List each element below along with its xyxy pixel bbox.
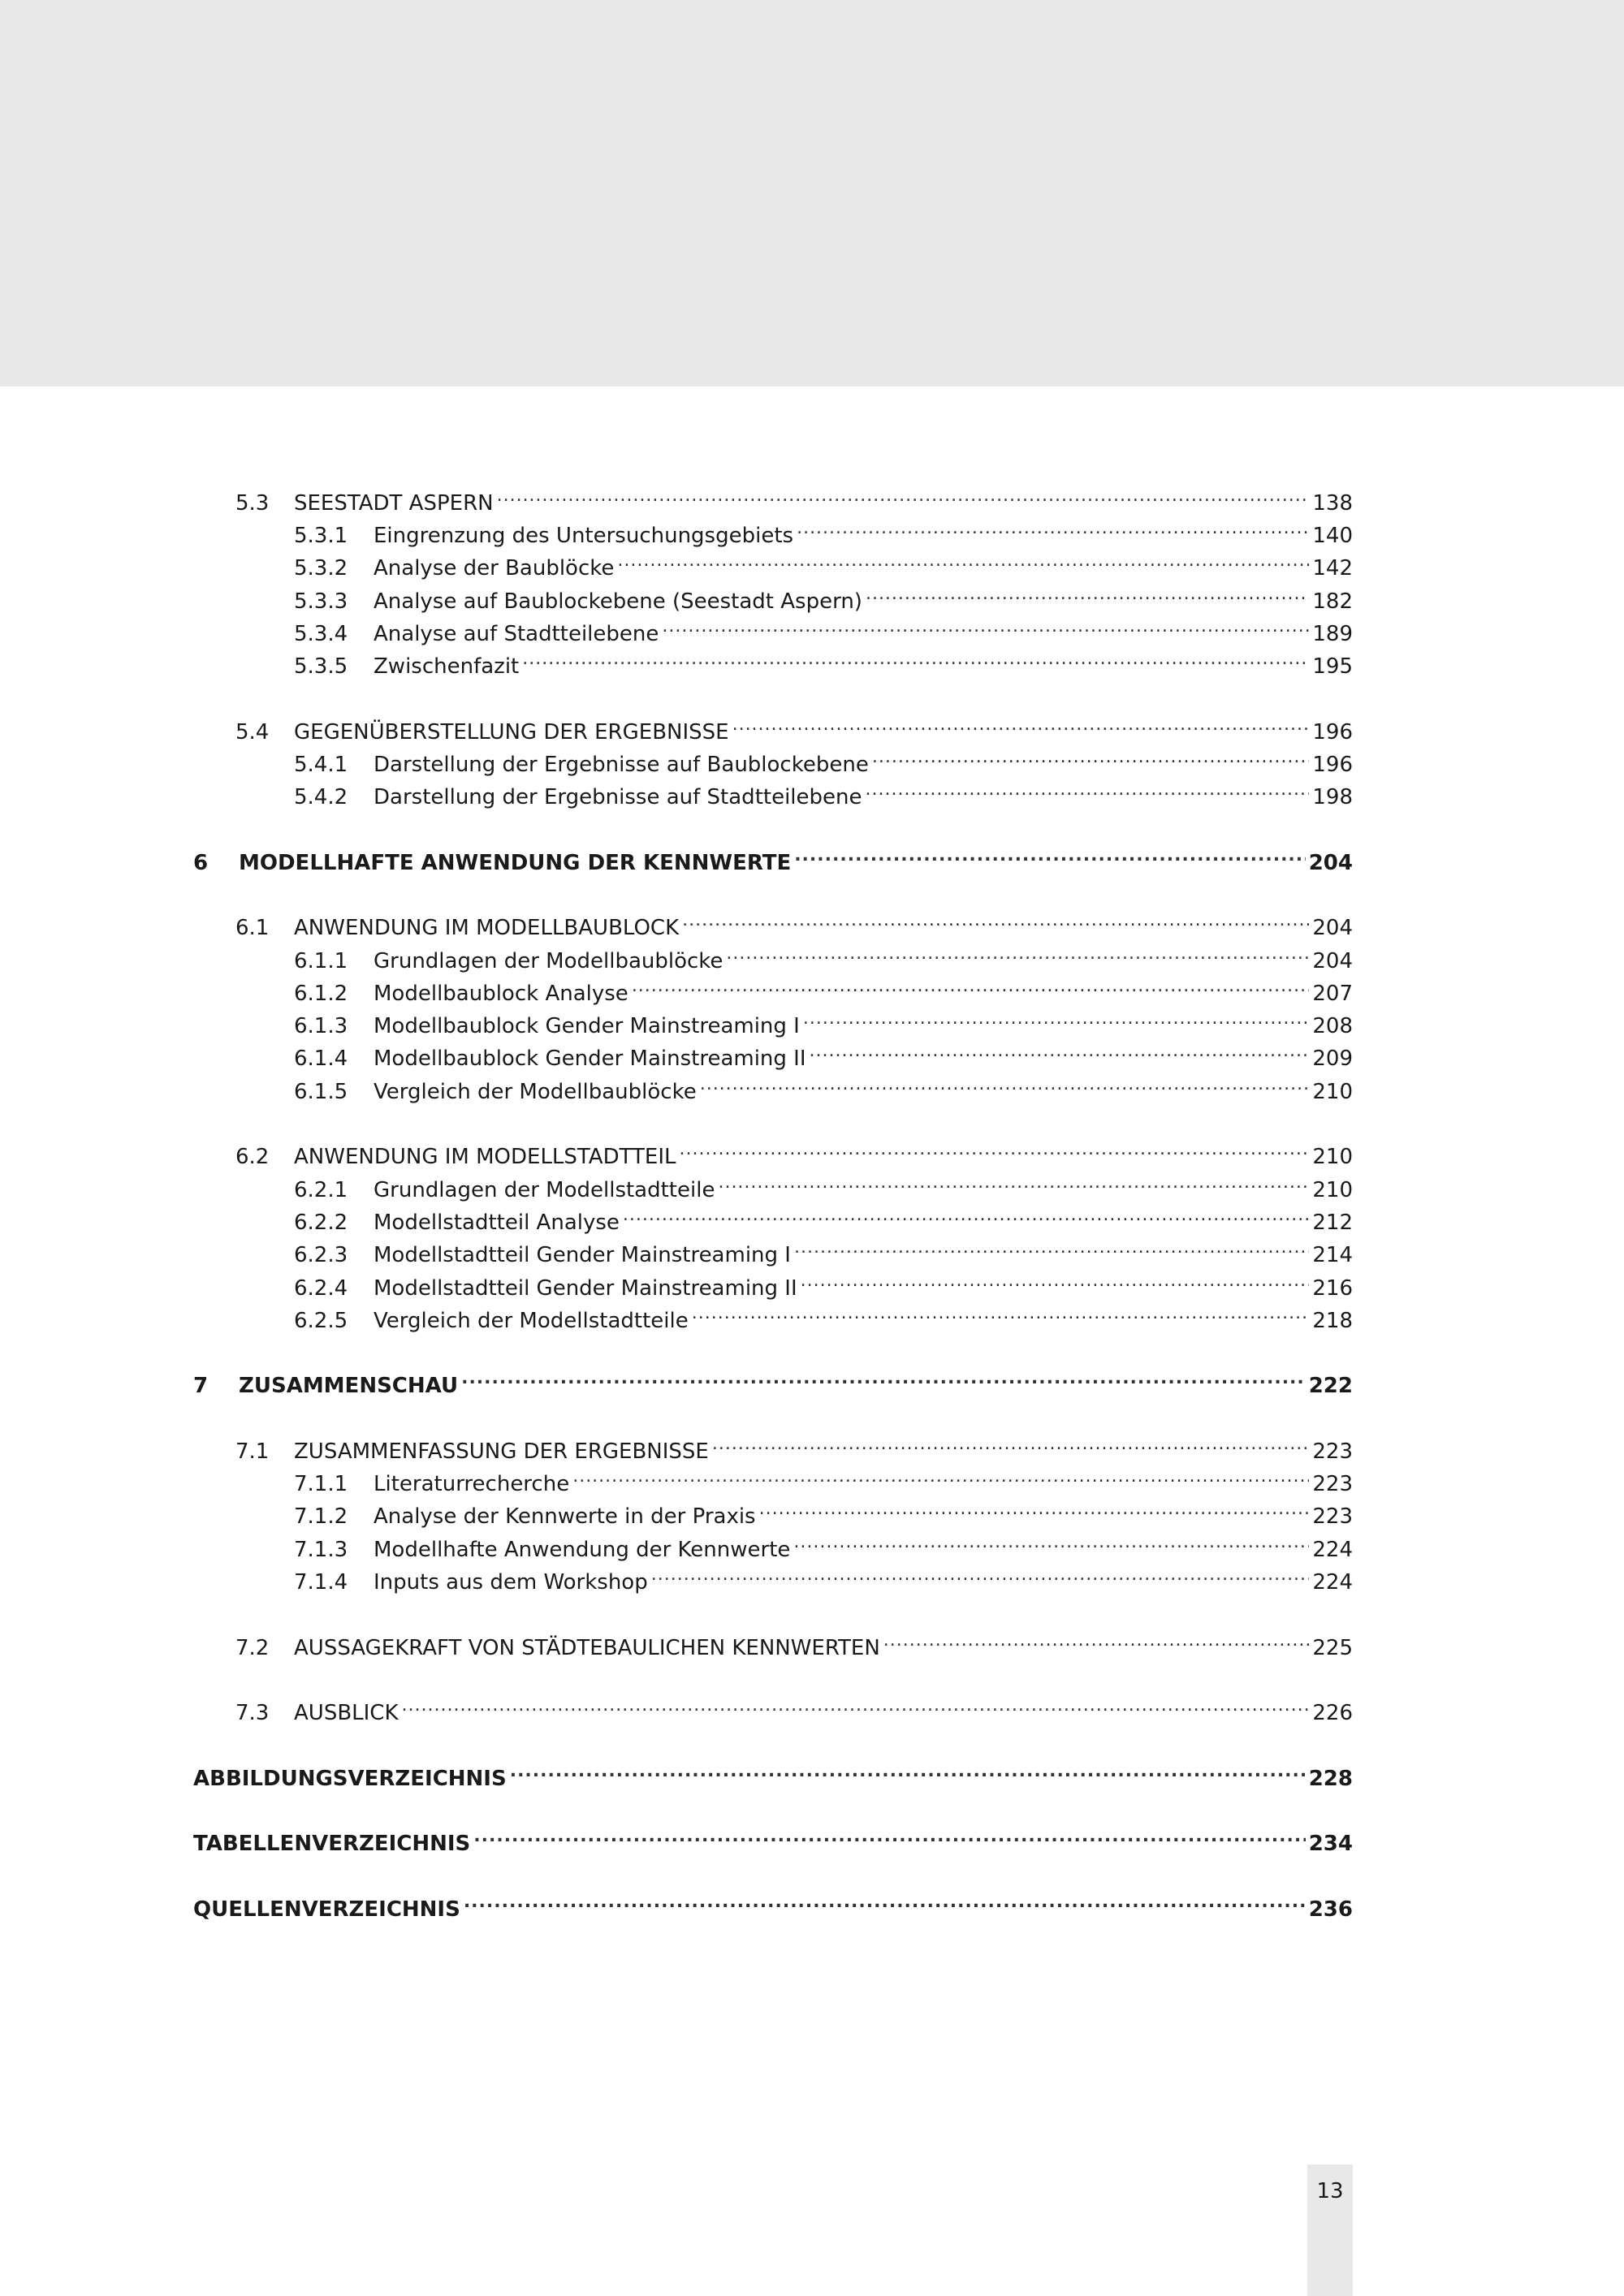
toc-number: 7.1.3 bbox=[294, 1538, 348, 1562]
toc-page: 140 bbox=[1312, 524, 1353, 548]
toc-page: 216 bbox=[1312, 1276, 1353, 1301]
toc-page: 196 bbox=[1312, 753, 1353, 777]
toc-number: 6.2.3 bbox=[294, 1243, 348, 1267]
toc-entry[interactable] bbox=[294, 641, 1353, 679]
toc-entry[interactable] bbox=[235, 902, 1353, 940]
toc-title: Darstellung der Ergebnisse auf Stadtteilebene bbox=[374, 785, 862, 809]
toc-number: 5.3.4 bbox=[294, 622, 348, 646]
dot-leader bbox=[522, 641, 1309, 673]
dot-leader bbox=[632, 968, 1310, 1000]
toc-title: Analyse der Kennwerte in der Praxis bbox=[374, 1504, 756, 1529]
dot-leader bbox=[679, 1131, 1309, 1163]
dot-leader bbox=[402, 1687, 1310, 1720]
toc-page: 210 bbox=[1312, 1178, 1353, 1202]
dot-leader bbox=[718, 1164, 1309, 1197]
toc-page: 226 bbox=[1312, 1701, 1353, 1725]
toc-entry[interactable] bbox=[294, 1000, 1353, 1038]
toc-entry[interactable] bbox=[235, 1687, 1353, 1725]
toc-appendix-entry[interactable] bbox=[193, 1884, 1353, 1922]
dot-leader bbox=[872, 739, 1310, 771]
toc-page: 204 bbox=[1308, 851, 1353, 875]
toc-title: Modellbaublock Gender Mainstreaming II bbox=[374, 1047, 806, 1071]
toc-page: 222 bbox=[1308, 1374, 1353, 1398]
toc-title: Literaturrecherche bbox=[374, 1472, 570, 1496]
toc-page: 223 bbox=[1312, 1504, 1353, 1529]
toc-number: 7.1.2 bbox=[294, 1504, 348, 1529]
dot-leader bbox=[510, 1753, 1306, 1785]
toc-entry[interactable] bbox=[294, 1229, 1353, 1267]
toc-page: 223 bbox=[1312, 1439, 1353, 1464]
toc-number: 6.2.2 bbox=[294, 1211, 348, 1235]
toc-number: 7.1.4 bbox=[294, 1570, 348, 1595]
toc-entry[interactable] bbox=[294, 968, 1353, 1006]
toc-number: 5.4.2 bbox=[294, 785, 348, 809]
toc-entry[interactable] bbox=[294, 1197, 1353, 1235]
toc-title: Eingrenzung des Untersuchungsgebiets bbox=[374, 524, 794, 548]
toc-entry[interactable] bbox=[294, 1524, 1353, 1562]
toc-number: 7 bbox=[193, 1374, 209, 1398]
toc-entry[interactable] bbox=[294, 935, 1353, 973]
toc-entry[interactable] bbox=[294, 771, 1353, 809]
toc-number: 7.2 bbox=[235, 1636, 270, 1660]
toc-number: 6.2 bbox=[235, 1145, 270, 1169]
toc-entry[interactable] bbox=[294, 510, 1353, 548]
toc-title: ABBILDUNGSVERZEICHNIS bbox=[193, 1767, 507, 1791]
toc-page: 228 bbox=[1308, 1767, 1353, 1791]
dot-leader bbox=[572, 1458, 1309, 1491]
toc-page: 210 bbox=[1312, 1080, 1353, 1104]
toc-title: MODELLHAFTE ANWENDUNG DER KENNWERTE bbox=[239, 851, 792, 875]
toc-title: Darstellung der Ergebnisse auf Baublockebene bbox=[374, 753, 869, 777]
toc-page: 223 bbox=[1312, 1472, 1353, 1496]
toc-entry[interactable] bbox=[235, 477, 1353, 516]
toc-page: 198 bbox=[1312, 785, 1353, 809]
toc-chapter-entry[interactable] bbox=[193, 837, 1353, 875]
toc-entry[interactable] bbox=[294, 608, 1353, 646]
toc-page: 196 bbox=[1312, 720, 1353, 744]
toc-number: 5.3 bbox=[235, 491, 270, 516]
toc-page: 236 bbox=[1308, 1897, 1353, 1922]
toc-appendix-entry[interactable] bbox=[193, 1753, 1353, 1791]
toc-title: Modellstadtteil Gender Mainstreaming I bbox=[374, 1243, 791, 1267]
toc-entry[interactable] bbox=[294, 1066, 1353, 1104]
toc-title: Vergleich der Modellstadtteile bbox=[374, 1309, 689, 1333]
toc-number: 6.2.4 bbox=[294, 1276, 348, 1301]
dot-leader bbox=[497, 477, 1310, 510]
toc-entry[interactable] bbox=[235, 1131, 1353, 1169]
toc-number: 5.3.5 bbox=[294, 654, 348, 679]
toc-page: 195 bbox=[1312, 654, 1353, 679]
toc-page: 182 bbox=[1312, 589, 1353, 614]
toc-page: 212 bbox=[1312, 1211, 1353, 1235]
toc-number: 6.2.5 bbox=[294, 1309, 348, 1333]
dot-leader bbox=[810, 1033, 1310, 1065]
toc-title: ZUSAMMENSCHAU bbox=[239, 1374, 459, 1398]
toc-number: 6.1.1 bbox=[294, 949, 348, 973]
toc-number: 6.2.1 bbox=[294, 1178, 348, 1202]
toc-title: QUELLENVERZEICHNIS bbox=[193, 1897, 460, 1922]
toc-title: Zwischenfazit bbox=[374, 654, 520, 679]
toc-number: 5.3.1 bbox=[294, 524, 348, 548]
dot-leader bbox=[461, 1360, 1306, 1392]
toc-page: 209 bbox=[1312, 1047, 1353, 1071]
toc-entry[interactable] bbox=[294, 542, 1353, 580]
toc-title: Modellbaublock Gender Mainstreaming I bbox=[374, 1014, 800, 1038]
toc-entry[interactable] bbox=[294, 739, 1353, 777]
toc-title: Modellstadtteil Analyse bbox=[374, 1211, 620, 1235]
toc-title: Inputs aus dem Workshop bbox=[374, 1570, 648, 1595]
toc-page: 224 bbox=[1312, 1538, 1353, 1562]
dot-leader bbox=[617, 542, 1309, 575]
dot-leader bbox=[732, 706, 1310, 739]
dot-leader bbox=[473, 1818, 1305, 1850]
toc-title: TABELLENVERZEICHNIS bbox=[193, 1832, 471, 1856]
toc-title: Grundlagen der Modellstadtteile bbox=[374, 1178, 715, 1202]
toc-page: 214 bbox=[1312, 1243, 1353, 1267]
toc-number: 5.4.1 bbox=[294, 753, 348, 777]
toc-page: 224 bbox=[1312, 1570, 1353, 1595]
toc-entry[interactable] bbox=[294, 1164, 1353, 1202]
toc-title: Analyse der Baublöcke bbox=[374, 556, 615, 580]
toc-title: ANWENDUNG IM MODELLSTADTTEIL bbox=[294, 1145, 676, 1169]
toc-title: Modellstadtteil Gender Mainstreaming II bbox=[374, 1276, 797, 1301]
toc-number: 6.1.2 bbox=[294, 982, 348, 1006]
toc-number: 7.1 bbox=[235, 1439, 270, 1464]
toc-number: 6.1.3 bbox=[294, 1014, 348, 1038]
dot-leader bbox=[682, 902, 1309, 934]
toc-entry[interactable] bbox=[294, 1556, 1353, 1595]
toc-page: 204 bbox=[1312, 916, 1353, 940]
toc-number: 5.3.2 bbox=[294, 556, 348, 580]
toc-number: 6.1.5 bbox=[294, 1080, 348, 1104]
dot-leader bbox=[793, 1524, 1309, 1556]
dot-leader bbox=[651, 1556, 1310, 1589]
toc-title: Analyse auf Baublockebene (Seestadt Aspern) bbox=[374, 589, 862, 614]
toc-number: 5.4 bbox=[235, 720, 270, 744]
dot-leader bbox=[794, 837, 1306, 870]
toc-entry[interactable] bbox=[294, 1491, 1353, 1529]
toc-page: 204 bbox=[1312, 949, 1353, 973]
toc-entry[interactable] bbox=[294, 1458, 1353, 1496]
toc-title: SEESTADT ASPERN bbox=[294, 491, 494, 516]
dot-leader bbox=[866, 771, 1310, 804]
toc-page: 208 bbox=[1312, 1014, 1353, 1038]
toc-page: 218 bbox=[1312, 1309, 1353, 1333]
toc-title: ZUSAMMENFASSUNG DER ERGEBNISSE bbox=[294, 1439, 709, 1464]
toc-title: Vergleich der Modellbaublöcke bbox=[374, 1080, 697, 1104]
dot-leader bbox=[464, 1884, 1306, 1916]
dot-leader bbox=[794, 1229, 1309, 1262]
toc-number: 6.1 bbox=[235, 916, 270, 940]
toc-title: ANWENDUNG IM MODELLBAUBLOCK bbox=[294, 916, 680, 940]
toc-appendix-entry[interactable] bbox=[193, 1818, 1353, 1856]
dot-leader bbox=[623, 1197, 1309, 1229]
dot-leader bbox=[692, 1295, 1310, 1327]
toc-number: 7.3 bbox=[235, 1701, 270, 1725]
toc-title: AUSBLICK bbox=[294, 1701, 399, 1725]
toc-entry[interactable] bbox=[235, 706, 1353, 744]
toc-entry[interactable] bbox=[294, 1033, 1353, 1071]
dot-leader bbox=[712, 1426, 1310, 1458]
toc-entry[interactable] bbox=[294, 1262, 1353, 1301]
toc-page: 234 bbox=[1308, 1832, 1353, 1856]
dot-leader bbox=[662, 608, 1309, 641]
toc-page: 207 bbox=[1312, 982, 1353, 1006]
dot-leader bbox=[866, 576, 1309, 608]
toc-number: 6 bbox=[193, 851, 209, 875]
toc-entry[interactable] bbox=[294, 576, 1353, 614]
page-number: 13 bbox=[1316, 2179, 1344, 2203]
dot-leader bbox=[797, 510, 1309, 542]
toc-page: 225 bbox=[1312, 1636, 1353, 1660]
toc-chapter-entry[interactable] bbox=[193, 1360, 1353, 1398]
toc-number: 7.1.1 bbox=[294, 1472, 348, 1496]
toc-page: 210 bbox=[1312, 1145, 1353, 1169]
toc-title: Modellhafte Anwendung der Kennwerte bbox=[374, 1538, 791, 1562]
toc-entry[interactable] bbox=[294, 1295, 1353, 1333]
toc-title: Grundlagen der Modellbaublöcke bbox=[374, 949, 723, 973]
dot-leader bbox=[700, 1066, 1310, 1098]
toc-page: 189 bbox=[1312, 622, 1353, 646]
toc-page: 142 bbox=[1312, 556, 1353, 580]
toc-title: GEGENÜBERSTELLUNG DER ERGEBNISSE bbox=[294, 720, 729, 744]
toc-number: 6.1.4 bbox=[294, 1047, 348, 1071]
dot-leader bbox=[801, 1262, 1310, 1295]
toc-page: 138 bbox=[1312, 491, 1353, 516]
toc-title: AUSSAGEKRAFT VON STÄDTEBAULICHEN KENNWERTEN bbox=[294, 1636, 880, 1660]
toc-title: Analyse auf Stadtteilebene bbox=[374, 622, 659, 646]
toc-entry[interactable] bbox=[235, 1622, 1353, 1660]
dot-leader bbox=[883, 1622, 1310, 1655]
toc-number: 5.3.3 bbox=[294, 589, 348, 614]
toc-entry[interactable] bbox=[235, 1426, 1353, 1464]
dot-leader bbox=[759, 1491, 1310, 1523]
dot-leader bbox=[803, 1000, 1310, 1033]
dot-leader bbox=[726, 935, 1309, 968]
toc-title: Modellbaublock Analyse bbox=[374, 982, 628, 1006]
